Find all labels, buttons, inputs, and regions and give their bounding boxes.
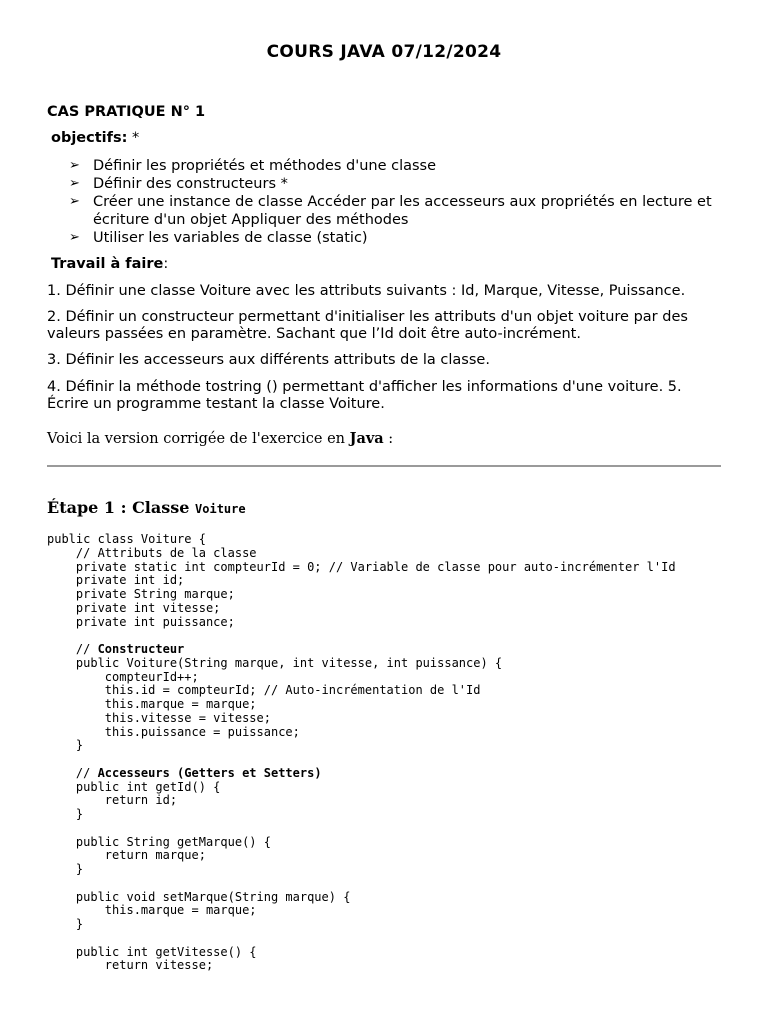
code-line xyxy=(47,671,676,685)
list-item xyxy=(69,193,719,229)
code-text: this.marque = marque; xyxy=(47,903,257,918)
code-line xyxy=(47,602,676,616)
objective-text: Définir les propriétés et méthodes d'une classe xyxy=(93,158,437,174)
code-text: public class Voiture { xyxy=(47,532,206,546)
horizontal-divider xyxy=(47,465,721,467)
code-text: public void setMarque(String marque) { xyxy=(47,889,351,904)
case-title: CAS PRATIQUE N° 1 xyxy=(47,104,206,120)
code-text: private String marque; xyxy=(47,587,235,601)
code-line xyxy=(47,657,676,671)
objective-text: Créer une instance de classe Accéder par les accesseurs aux propriétés en lecture et écriture d'un objet Appliquer des méthodes xyxy=(93,194,712,228)
code-line xyxy=(47,959,676,973)
step-class-name: Voiture xyxy=(195,502,246,516)
code-block xyxy=(47,533,676,973)
code-text: public String getMarque() { xyxy=(47,834,271,849)
arrow-bullet-icon: ➢ xyxy=(69,194,80,209)
code-line xyxy=(47,616,676,630)
arrow-bullet-icon: ➢ xyxy=(69,230,80,245)
code-text: compteurId++; xyxy=(47,669,199,684)
code-line xyxy=(47,863,676,877)
intro-language: Java xyxy=(349,430,384,447)
step-heading xyxy=(47,498,246,517)
code-text: private int vitesse; xyxy=(47,600,221,615)
objectives-list xyxy=(69,157,719,247)
tasks-suffix: : xyxy=(163,256,169,272)
code-text: public int getId() { xyxy=(47,779,221,794)
code-line xyxy=(47,726,676,740)
code-text: private static int compteurId = 0; // Variable de classe pour auto-incrémenter l'Id xyxy=(47,559,676,574)
code-text: public Voiture(String marque, int vitesse, int puissance) { xyxy=(47,655,503,670)
code-line xyxy=(47,533,676,547)
objective-text: Utiliser les variables de classe (static) xyxy=(93,230,368,246)
code-text: return vitesse; xyxy=(47,958,214,973)
code-text: public int getVitesse() { xyxy=(47,944,257,959)
objectives-suffix: * xyxy=(127,130,140,146)
code-text: this.puissance = puissance; xyxy=(47,724,300,739)
code-text: private int puissance; xyxy=(47,614,235,629)
intro-text xyxy=(47,430,393,447)
code-line xyxy=(47,808,676,822)
code-line xyxy=(47,836,676,850)
objective-text: Définir des constructeurs * xyxy=(93,176,288,192)
code-line xyxy=(47,904,676,918)
code-text: return marque; xyxy=(47,848,206,863)
arrow-bullet-icon: ➢ xyxy=(69,176,80,191)
code-text: // Attributs de la classe xyxy=(47,545,257,560)
objectives-label: objectifs: xyxy=(51,130,128,146)
list-item xyxy=(69,157,719,175)
code-text: this.marque = marque; xyxy=(47,697,257,711)
code-line xyxy=(47,753,676,767)
code-line xyxy=(47,932,676,946)
code-line xyxy=(47,781,676,795)
code-bold-comment: Constructeur xyxy=(97,642,185,656)
code-line xyxy=(47,739,676,753)
task-4-5: 4. Définir la méthode tostring () permettant d'afficher les informations d'une voiture. 5. Écrire un programme testant la classe Voiture. xyxy=(47,379,682,412)
task-1: 1. Définir une classe Voiture avec les attributs suivants : Id, Marque, Vitesse, Puissance. xyxy=(47,283,686,299)
code-text: // xyxy=(47,765,98,780)
code-text: this.id = compteurId; // Auto-incrémentation de l'Id xyxy=(47,683,481,698)
tasks-label: Travail à faire xyxy=(51,256,164,272)
code-line xyxy=(47,547,676,561)
code-line xyxy=(47,698,676,712)
code-line xyxy=(47,794,676,808)
objectives-heading xyxy=(51,130,139,146)
code-line xyxy=(47,891,676,905)
code-line xyxy=(47,767,676,781)
page-title: COURS JAVA 07/12/2024 xyxy=(266,42,502,62)
code-text: } xyxy=(47,862,84,876)
code-line xyxy=(47,574,676,588)
code-line xyxy=(47,643,676,657)
code-line xyxy=(47,822,676,836)
code-line xyxy=(47,918,676,932)
code-line xyxy=(47,946,676,960)
code-line xyxy=(47,561,676,575)
code-text: this.vitesse = vitesse; xyxy=(47,710,271,725)
code-text: } xyxy=(47,917,84,931)
code-text: private int id; xyxy=(47,573,185,588)
code-line xyxy=(47,684,676,698)
task-3: 3. Définir les accesseurs aux différents attributs de la classe. xyxy=(47,352,490,368)
list-item xyxy=(69,175,719,193)
task-2: 2. Définir un constructeur permettant d'initialiser les attributs d'un objet voiture par des valeurs passées en paramètre. Sachant que l’Id doit être auto-incrément. xyxy=(47,309,688,342)
code-line xyxy=(47,712,676,726)
list-item xyxy=(69,229,719,247)
intro-suffix: : xyxy=(383,431,394,447)
code-line xyxy=(47,877,676,891)
code-line xyxy=(47,629,676,643)
code-text: // xyxy=(47,642,98,656)
code-text: return id; xyxy=(47,793,178,808)
code-text: } xyxy=(47,738,84,753)
step-label: Étape 1 : Classe xyxy=(47,498,196,517)
code-line xyxy=(47,849,676,863)
code-bold-comment: Accesseurs (Getters et Setters) xyxy=(97,765,322,780)
code-text: } xyxy=(47,807,84,821)
intro-prefix: Voici la version corrigée de l'exercice en xyxy=(47,431,350,447)
code-line xyxy=(47,588,676,602)
arrow-bullet-icon: ➢ xyxy=(69,158,80,173)
tasks-heading xyxy=(51,256,168,272)
